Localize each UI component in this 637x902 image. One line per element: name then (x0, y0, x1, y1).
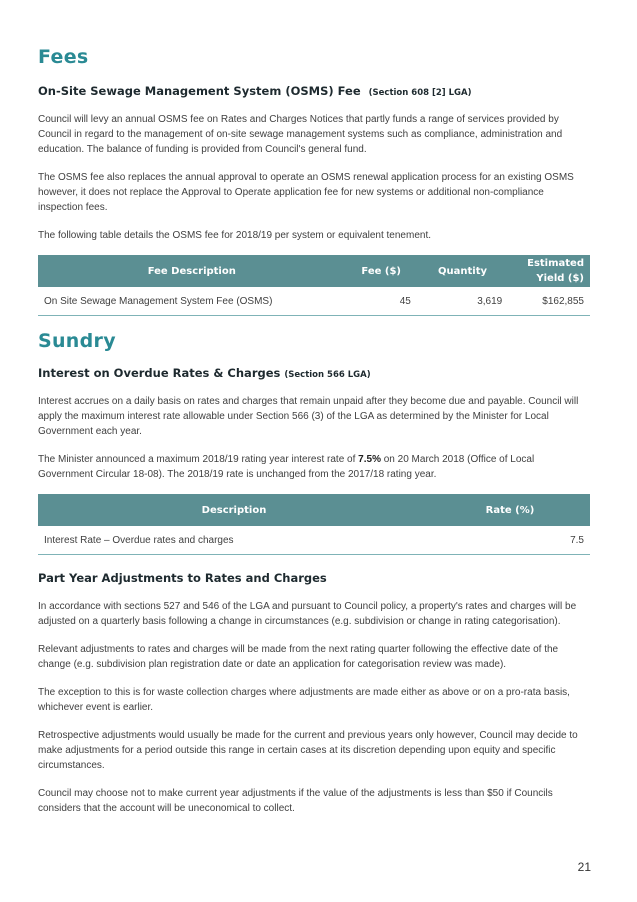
cell-fee: 45 (346, 287, 417, 316)
interest-para-2-a: The Minister announced a maximum 2018/19 rating year interest rate of (38, 454, 359, 465)
interest-ref: (Section 566 LGA) (284, 370, 371, 380)
sundry-heading: Sundry (38, 330, 116, 352)
interest-rate-value: 7.5% (358, 454, 381, 465)
col-rate: Rate (%) (430, 494, 590, 526)
col-description: Description (38, 494, 430, 526)
page-content (38, 46, 590, 816)
cell-fee-description: On Site Sewage Management System Fee (OSMS) (38, 287, 346, 316)
interest-para-2 (38, 452, 590, 482)
part-year-para-1: In accordance with sections 527 and 546 of the LGA and pursuant to Council policy, a property's rates and charges will be adjusted on a quarterly basis following a change in circumstances (e.g. subdivision or change in rating categorisation). (38, 601, 577, 627)
osms-fee-ref: (Section 608 [2] LGA) (368, 88, 472, 98)
col-quantity: Quantity (417, 255, 508, 287)
interest-title (38, 366, 590, 380)
part-year-para-2: Relevant adjustments to rates and charges will be made from the next rating quarter following the effective date of the change (e.g. subdivision plan registration date or date an application for categorisation review was made). (38, 644, 559, 670)
fees-heading: Fees (38, 46, 89, 68)
interest-para-1: Interest accrues on a daily basis on rates and charges that remain unpaid after they become due and payable. Council will apply the maximum interest rate allowable under Section 566 (3) of the LGA as determined by the Minister for Local Government each year. (38, 396, 579, 437)
cell-description: Interest Rate – Overdue rates and charges (38, 526, 430, 555)
col-fee: Fee ($) (346, 255, 417, 287)
osms-para-1: Council will levy an annual OSMS fee on Rates and Charges Notices that partly funds a range of services provided by Council in regard to the management of on-site sewage management systems such as compliance, administration and education. The balance of funding is provided from Council's general fund. (38, 114, 563, 155)
osms-fee-title (38, 84, 590, 98)
cell-quantity: 3,619 (417, 287, 508, 316)
part-year-para-5: Council may choose not to make current year adjustments if the value of the adjustments is less than $50 if Councils considers that the account will be uneconomical to collect. (38, 788, 553, 814)
interest-para-2-b: on 20 March 2018 (Office of Local Government Circular 18-08). The 2018/19 rate is unchanged from the 2017/18 rating year. (38, 454, 535, 480)
part-year-para-3: The exception to this is for waste collection charges where adjustments are made either as above or on a pro-rata basis, whichever event is earlier. (38, 687, 570, 713)
part-year-title: Part Year Adjustments to Rates and Charges (38, 571, 327, 585)
osms-para-2: The OSMS fee also replaces the annual approval to operate an OSMS renewal application process for an existing OSMS however, it does not replace the Approval to Operate application fee for new systems or additional non-compliance inspection fees. (38, 172, 574, 213)
table-header-row (38, 255, 590, 287)
col-fee-description: Fee Description (38, 255, 346, 287)
page-number: 21 (577, 860, 591, 874)
interest-title-text: Interest on Overdue Rates & Charges (38, 366, 281, 380)
col-estimated-yield: Estimated Yield ($) (508, 255, 590, 287)
osms-fee-title-text: On-Site Sewage Management System (OSMS) Fee (38, 84, 361, 98)
interest-rate-table (38, 494, 590, 555)
osms-para-3: The following table details the OSMS fee for 2018/19 per system or equivalent tenement. (38, 230, 431, 241)
cell-rate: 7.5 (430, 526, 590, 555)
osms-fee-table (38, 255, 590, 316)
table-row (38, 287, 590, 316)
cell-estimated-yield: $162,855 (508, 287, 590, 316)
table-header-row (38, 494, 590, 526)
part-year-para-4: Retrospective adjustments would usually be made for the current and previous years only however, Council may decide to make adjustments for a period outside this range in certain cases at its discretion depending upon equity and specific circumstances. (38, 730, 578, 771)
table-row (38, 526, 590, 555)
